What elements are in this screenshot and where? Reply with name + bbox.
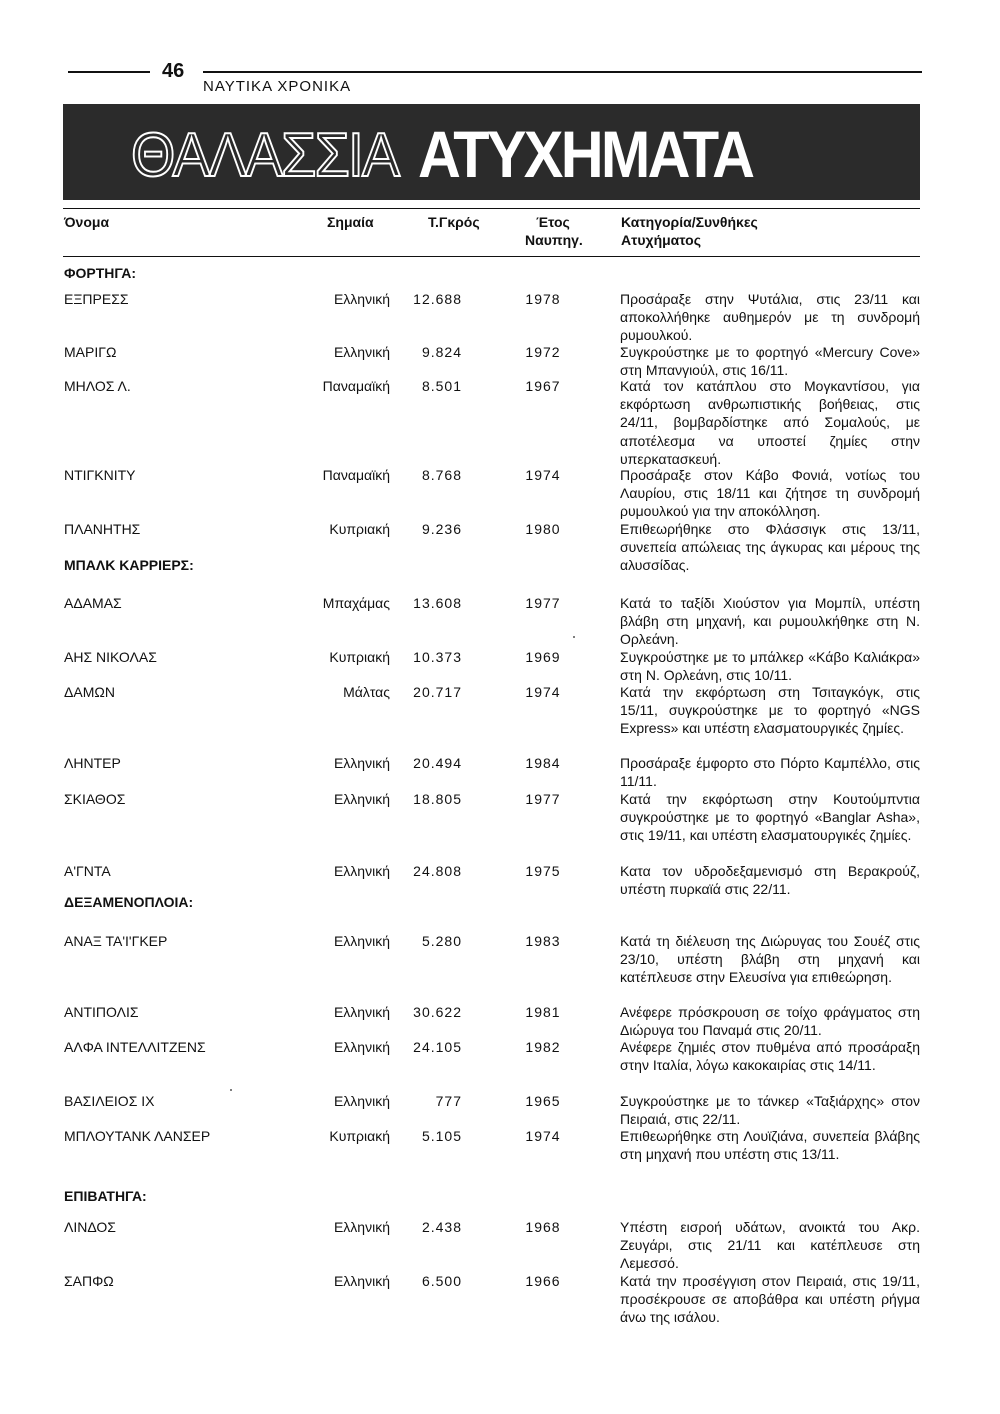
ship-flag: Ελληνική: [333, 1093, 390, 1109]
accident-description: Προσάραξε έμφορτο στο Πόρτο Καμπέλλο, στις 11/11.: [620, 755, 920, 790]
ship-name: ΛΗΝΤΕΡ: [64, 755, 121, 771]
title-banner: [63, 104, 920, 200]
accident-description: Επιθεωρήθηκε στη Λουϊζιάνα, συνεπεία βλάβης στη μηχανή που υπέστη στις 13/11.: [620, 1128, 920, 1163]
ship-name: ΜΑΡΙΓΩ: [64, 344, 117, 360]
ship-flag: Ελληνική: [333, 1219, 390, 1235]
ship-flag: Ελληνική: [333, 344, 390, 360]
ship-year: 1968: [525, 1219, 561, 1235]
ship-name: Α'ΓΝΤΑ: [64, 863, 111, 879]
accident-description: Συγκρούστηκε με το τάνκερ «Ταξιάρχης» στον Πειραιά, στις 22/11.: [620, 1093, 920, 1128]
ship-flag: Ελληνική: [333, 1273, 390, 1289]
column-header-category-line2: Ατυχήματος: [621, 232, 701, 248]
ship-flag: Ελληνική: [333, 1004, 390, 1020]
ship-year: 1974: [525, 467, 561, 483]
ship-flag: Παναμαϊκή: [322, 467, 390, 483]
ship-name: ΕΞΠΡΕΣΣ: [64, 291, 129, 307]
column-header-category: [621, 213, 758, 249]
ship-year: 1969: [525, 649, 561, 665]
accident-description: Κατά το ταξίδι Χιούστον για Μομπίλ, υπέστη βλάβη στη μηχανή, και ρυμουλκήθηκε στη Ν. Ορλεάνη.: [620, 595, 920, 648]
ship-name: ΝΤΙΓΚΝΙΤΥ: [64, 467, 136, 483]
ship-year: 1965: [525, 1093, 561, 1109]
ship-grt: 777: [435, 1093, 462, 1109]
column-header-year: [525, 213, 581, 249]
ship-year: 1978: [525, 291, 561, 307]
scan-speck: [573, 636, 575, 638]
ship-name: ΑΗΣ ΝΙΚΟΛΑΣ: [64, 649, 157, 665]
ship-name: ΑΛΦΑ ΙΝΤΕΛΛΙΤΖΕΝΣ: [64, 1039, 206, 1055]
column-header-year-line1: Έτος: [536, 214, 570, 230]
ship-year: 1974: [525, 684, 561, 700]
accident-description: Κατά την εκφόρτωση στη Τσιταγκόγκ, στις 15/11, συγκρούστηκε με το φορτηγό «NGS Express» και υπέστη ελασματουργικές ζημίες.: [620, 684, 920, 737]
ship-year: 1977: [525, 595, 561, 611]
ship-year: 1977: [525, 791, 561, 807]
ship-grt: 5.105: [421, 1128, 462, 1144]
ship-name: ΑΝΤΙΠΟΛΙΣ: [64, 1004, 139, 1020]
header-rule-right: [203, 71, 922, 73]
ship-flag: Ελληνική: [333, 863, 390, 879]
ship-flag: Ελληνική: [333, 755, 390, 771]
ship-flag: Παναμαϊκή: [322, 378, 390, 394]
accident-description: Ανέφερε πρόσκρουση σε τοίχο φράγματος στη Διώρυγα του Παναμά στις 20/11.: [620, 1004, 920, 1039]
column-header-category-line1: Κατηγορία/Συνθήκες: [621, 214, 758, 230]
ship-name: ΛΙΝΔΟΣ: [64, 1219, 116, 1235]
ship-flag: Κυπριακή: [329, 1128, 390, 1144]
ship-year: 1981: [525, 1004, 561, 1020]
ship-year: 1982: [525, 1039, 561, 1055]
accident-description: Κατά τον κατάπλου στο Μογκαντίσου, για εκφόρτωση ανθρωπιστικής βοήθειας, στις 24/11, βομβαρδίστηκε από Σομαλούς, με αποτέλεσμα να υποστεί ζημίες στην υπερκατασκευή.: [620, 378, 920, 467]
ship-flag: Κυπριακή: [329, 649, 390, 665]
accident-description: Ανέφερε ζημιές στον πυθμένα από προσάραξη στην Ιταλία, λόγω κακοκαιρίας στις 14/11.: [620, 1039, 920, 1074]
accident-description: Υπέστη εισροή υδάτων, ανοικτά του Ακρ. Ζευγάρι, στις 21/11 και κατέπλευσε στη Λεμεσσό.: [620, 1219, 920, 1272]
accident-description: Επιθεωρήθηκε στο Φλάσσιγκ στις 13/11, συνεπεία απώλειας της άγκυρας και μέρους της αλυσσίδας.: [620, 521, 920, 574]
ship-grt: 20.717: [413, 684, 462, 700]
ship-year: 1980: [525, 521, 561, 537]
ship-flag: Μάλτας: [343, 684, 390, 700]
header-top-rule: [63, 208, 920, 209]
scan-speck: [230, 1089, 232, 1091]
accident-description: Συγκρούστηκε με το φορτηγό «Mercury Cove» στη Μπανγιούλ, στις 16/11.: [620, 344, 920, 379]
ship-name: ΣΑΠΦΩ: [64, 1273, 114, 1289]
ship-grt: 30.622: [413, 1004, 462, 1020]
ship-flag: Κυπριακή: [329, 521, 390, 537]
ship-grt: 8.768: [421, 467, 462, 483]
ship-name: ΣΚΙΑΘΟΣ: [64, 791, 126, 807]
section-title-bulk-carriers: ΜΠΑΛΚ ΚΑΡΡΙΕΡΣ:: [64, 557, 194, 573]
accident-description: Κατά τη διέλευση της Διώρυγας του Σουέζ στις 23/10, υπέστη βλάβη στη μηχανή και κατέπλευσε στην Ελευσίνα για επιθεώρηση.: [620, 933, 920, 986]
column-header-year-line2: Ναυπηγ.: [525, 232, 583, 248]
accident-description: Προσάραξε στην Ψυτάλια, στις 23/11 και αποκολλήθηκε αυθημερόν με τη συνδρομή ρυμουλκού.: [620, 291, 920, 344]
ship-grt: 12.688: [413, 291, 462, 307]
ship-year: 1983: [525, 933, 561, 949]
accident-description: Συγκρούστηκε με το μπάλκερ «Κάβο Καλιάκρα» στη Ν. Ορλεάνη, στις 10/11.: [620, 649, 920, 684]
ship-name: ΑΔΑΜΑΣ: [64, 595, 122, 611]
ship-grt: 24.808: [413, 863, 462, 879]
accident-description: Κατά την εκφόρτωση στην Κουτούμπντια συγκρούστηκε με το φορτηγό «Banglar Asha», στις 19/11, και υπέστη ελασματουργικές ζημίες.: [620, 791, 920, 844]
ship-flag: Ελληνική: [333, 933, 390, 949]
ship-flag: Ελληνική: [333, 291, 390, 307]
column-header-grt: Τ.Γκρός: [428, 214, 480, 230]
ship-name: ΑΝΑΞ ΤΑ'Ι'ΓΚΕΡ: [64, 933, 168, 949]
ship-year: 1972: [525, 344, 561, 360]
header-rule-left: [68, 71, 150, 73]
section-title-tankers: ΔΕΞΑΜΕΝΟΠΛΟΙΑ:: [64, 894, 194, 910]
ship-grt: 5.280: [421, 933, 462, 949]
ship-flag: Μπαχάμας: [322, 595, 390, 611]
accident-description: Κατά την προσέγγιση στον Πειραιά, στις 19/11, προσέκρουσε σε αποβάθρα και υπέστη ρήγμα άνω της ισάλου.: [620, 1273, 920, 1326]
ship-flag: Ελληνική: [333, 1039, 390, 1055]
accident-description: Προσάραξε στον Κάβο Φονιά, νοτίως του Λαυρίου, στις 18/11 και ζήτησε τη συνδρομή ρυμουλκού για την αποκόλληση.: [620, 467, 920, 520]
ship-flag: Ελληνική: [333, 791, 390, 807]
section-title-cargo: ΦΟΡΤΗΓΑ:: [64, 265, 137, 281]
ship-grt: 8.501: [421, 378, 462, 394]
ship-name: ΔΑΜΩΝ: [64, 684, 115, 700]
section-title-passenger: ΕΠΙΒΑΤΗΓΑ:: [64, 1188, 147, 1204]
ship-year: 1974: [525, 1128, 561, 1144]
ship-grt: 6.500: [421, 1273, 462, 1289]
ship-grt: 24.105: [413, 1039, 462, 1055]
ship-year: 1967: [525, 378, 561, 394]
ship-name: ΜΠΛΟΥΤΑΝΚ ΛΑΝΣΕΡ: [64, 1128, 211, 1144]
ship-name: ΜΗΛΟΣ Λ.: [64, 378, 131, 394]
ship-grt: 18.805: [413, 791, 462, 807]
ship-grt: 10.373: [413, 649, 462, 665]
column-header-name: Όνομα: [64, 214, 110, 230]
ship-grt: 9.236: [421, 521, 462, 537]
page-number: 46: [162, 60, 185, 82]
accident-description: Κατα τον υδροδεξαμενισμό στη Βερακρούζ, υπέστη πυρκαϊά στις 22/11.: [620, 863, 920, 898]
magazine-name: ΝΑΥΤΙΚΑ ΧΡΟΝΙΚΑ: [203, 78, 352, 95]
ship-year: 1984: [525, 755, 561, 771]
title-light: ΘΑΛΑΣΣΙΑ: [131, 121, 399, 190]
ship-year: 1975: [525, 863, 561, 879]
column-header-flag: Σημαία: [327, 214, 374, 230]
ship-name: ΠΛΑΝΗΤΗΣ: [64, 521, 141, 537]
ship-grt: 13.608: [413, 595, 462, 611]
header-bottom-rule: [63, 256, 920, 257]
ship-grt: 20.494: [413, 755, 462, 771]
ship-grt: 2.438: [421, 1219, 462, 1235]
title-bold: ΑΤΥΧΗΜΑΤΑ: [418, 117, 753, 191]
ship-year: 1966: [525, 1273, 561, 1289]
ship-grt: 9.824: [421, 344, 462, 360]
ship-name: ΒΑΣΙΛΕΙΟΣ IX: [64, 1093, 155, 1109]
